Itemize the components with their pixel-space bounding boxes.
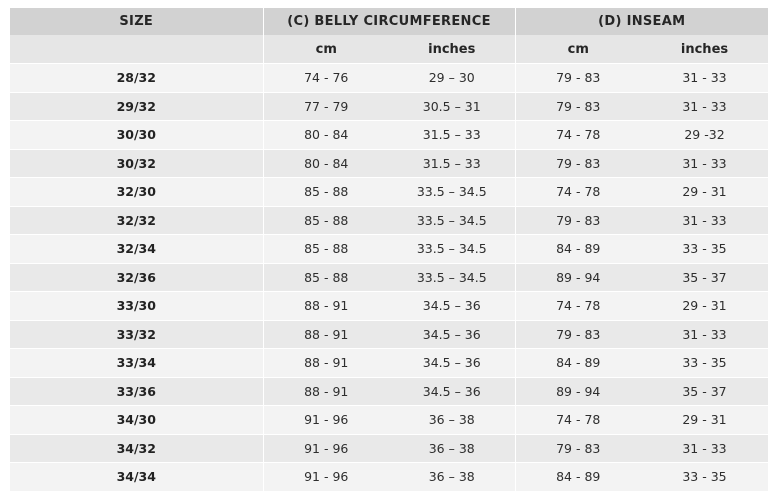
belly-inches-cell: 33.5 – 34.5 bbox=[389, 263, 515, 292]
inseam-cm-cell: 79 - 83 bbox=[515, 206, 641, 235]
belly-inches-cell: 36 – 38 bbox=[389, 434, 515, 463]
belly-cm-cell: 80 - 84 bbox=[263, 149, 389, 178]
inseam-inches-cell: 31 - 33 bbox=[641, 434, 768, 463]
table-row bbox=[10, 235, 768, 264]
inseam-cm-cell: 79 - 83 bbox=[515, 320, 641, 349]
inseam-cm-cell: 84 - 89 bbox=[515, 349, 641, 378]
size-table bbox=[10, 8, 768, 491]
table-row bbox=[10, 292, 768, 321]
size-cell: 33/32 bbox=[10, 320, 263, 349]
inseam-header: (D) INSEAM bbox=[515, 8, 768, 35]
inseam-cm-cell: 84 - 89 bbox=[515, 235, 641, 264]
size-cell: 32/32 bbox=[10, 206, 263, 235]
size-cell: 28/32 bbox=[10, 64, 263, 93]
belly-cm-cell: 80 - 84 bbox=[263, 121, 389, 150]
inseam-cm-cell: 89 - 94 bbox=[515, 263, 641, 292]
belly-inches-cell: 33.5 – 34.5 bbox=[389, 178, 515, 207]
size-cell: 33/30 bbox=[10, 292, 263, 321]
belly-cm-cell: 85 - 88 bbox=[263, 263, 389, 292]
belly-cm-cell: 91 - 96 bbox=[263, 406, 389, 435]
belly-inches-cell: 31.5 – 33 bbox=[389, 121, 515, 150]
inseam-cm-cell: 74 - 78 bbox=[515, 292, 641, 321]
table-row bbox=[10, 320, 768, 349]
table-row bbox=[10, 121, 768, 150]
size-chart bbox=[10, 8, 768, 491]
inseam-inches-cell: 31 - 33 bbox=[641, 149, 768, 178]
inseam-cm-cell: 84 - 89 bbox=[515, 463, 641, 491]
size-header: SIZE bbox=[10, 8, 263, 35]
size-cell: 32/36 bbox=[10, 263, 263, 292]
belly-inches-cell: 29 – 30 bbox=[389, 64, 515, 93]
inseam-cm-cell: 79 - 83 bbox=[515, 149, 641, 178]
table-row bbox=[10, 406, 768, 435]
belly-inches-header: inches bbox=[389, 35, 515, 64]
belly-cm-cell: 91 - 96 bbox=[263, 463, 389, 491]
inseam-inches-cell: 33 - 35 bbox=[641, 235, 768, 264]
belly-inches-cell: 34.5 – 36 bbox=[389, 349, 515, 378]
size-cell: 33/36 bbox=[10, 377, 263, 406]
header-row-groups bbox=[10, 8, 768, 35]
size-cell: 32/30 bbox=[10, 178, 263, 207]
inseam-inches-cell: 33 - 35 bbox=[641, 463, 768, 491]
inseam-inches-cell: 29 - 31 bbox=[641, 178, 768, 207]
belly-inches-cell: 33.5 – 34.5 bbox=[389, 206, 515, 235]
table-row bbox=[10, 349, 768, 378]
belly-cm-cell: 91 - 96 bbox=[263, 434, 389, 463]
belly-inches-cell: 34.5 – 36 bbox=[389, 377, 515, 406]
belly-cm-cell: 77 - 79 bbox=[263, 92, 389, 121]
inseam-cm-cell: 79 - 83 bbox=[515, 92, 641, 121]
inseam-cm-cell: 74 - 78 bbox=[515, 178, 641, 207]
inseam-inches-cell: 35 - 37 bbox=[641, 263, 768, 292]
belly-inches-cell: 30.5 – 31 bbox=[389, 92, 515, 121]
table-row bbox=[10, 263, 768, 292]
inseam-cm-cell: 74 - 78 bbox=[515, 121, 641, 150]
inseam-inches-cell: 35 - 37 bbox=[641, 377, 768, 406]
table-row bbox=[10, 178, 768, 207]
inseam-cm-cell: 74 - 78 bbox=[515, 406, 641, 435]
table-row bbox=[10, 149, 768, 178]
table-row bbox=[10, 206, 768, 235]
size-cell: 34/30 bbox=[10, 406, 263, 435]
inseam-inches-cell: 31 - 33 bbox=[641, 92, 768, 121]
belly-cm-header: cm bbox=[263, 35, 389, 64]
belly-cm-cell: 85 - 88 bbox=[263, 178, 389, 207]
inseam-cm-cell: 79 - 83 bbox=[515, 434, 641, 463]
belly-inches-cell: 36 – 38 bbox=[389, 406, 515, 435]
inseam-cm-cell: 89 - 94 bbox=[515, 377, 641, 406]
belly-cm-cell: 88 - 91 bbox=[263, 292, 389, 321]
size-cell: 32/34 bbox=[10, 235, 263, 264]
belly-inches-cell: 31.5 – 33 bbox=[389, 149, 515, 178]
inseam-inches-cell: 31 - 33 bbox=[641, 64, 768, 93]
belly-cm-cell: 74 - 76 bbox=[263, 64, 389, 93]
table-header bbox=[10, 8, 768, 64]
belly-cm-cell: 85 - 88 bbox=[263, 206, 389, 235]
size-cell: 34/32 bbox=[10, 434, 263, 463]
belly-inches-cell: 36 – 38 bbox=[389, 463, 515, 491]
table-row bbox=[10, 92, 768, 121]
inseam-inches-cell: 29 - 31 bbox=[641, 292, 768, 321]
size-cell: 33/34 bbox=[10, 349, 263, 378]
size-cell: 30/30 bbox=[10, 121, 263, 150]
size-cell: 29/32 bbox=[10, 92, 263, 121]
belly-cm-cell: 88 - 91 bbox=[263, 349, 389, 378]
inseam-inches-header: inches bbox=[641, 35, 768, 64]
inseam-cm-header: cm bbox=[515, 35, 641, 64]
inseam-inches-cell: 31 - 33 bbox=[641, 206, 768, 235]
inseam-inches-cell: 31 - 33 bbox=[641, 320, 768, 349]
size-unit-blank bbox=[10, 35, 263, 64]
belly-cm-cell: 88 - 91 bbox=[263, 377, 389, 406]
table-row bbox=[10, 463, 768, 491]
inseam-inches-cell: 29 -32 bbox=[641, 121, 768, 150]
inseam-inches-cell: 29 - 31 bbox=[641, 406, 768, 435]
inseam-inches-cell: 33 - 35 bbox=[641, 349, 768, 378]
table-row bbox=[10, 64, 768, 93]
inseam-cm-cell: 79 - 83 bbox=[515, 64, 641, 93]
size-cell: 34/34 bbox=[10, 463, 263, 491]
belly-inches-cell: 34.5 – 36 bbox=[389, 292, 515, 321]
table-row bbox=[10, 434, 768, 463]
belly-inches-cell: 34.5 – 36 bbox=[389, 320, 515, 349]
table-body bbox=[10, 64, 768, 491]
belly-cm-cell: 85 - 88 bbox=[263, 235, 389, 264]
belly-circumference-header: (C) BELLY CIRCUMFERENCE bbox=[263, 8, 515, 35]
belly-cm-cell: 88 - 91 bbox=[263, 320, 389, 349]
size-cell: 30/32 bbox=[10, 149, 263, 178]
table-row bbox=[10, 377, 768, 406]
belly-inches-cell: 33.5 – 34.5 bbox=[389, 235, 515, 264]
header-row-units bbox=[10, 35, 768, 64]
